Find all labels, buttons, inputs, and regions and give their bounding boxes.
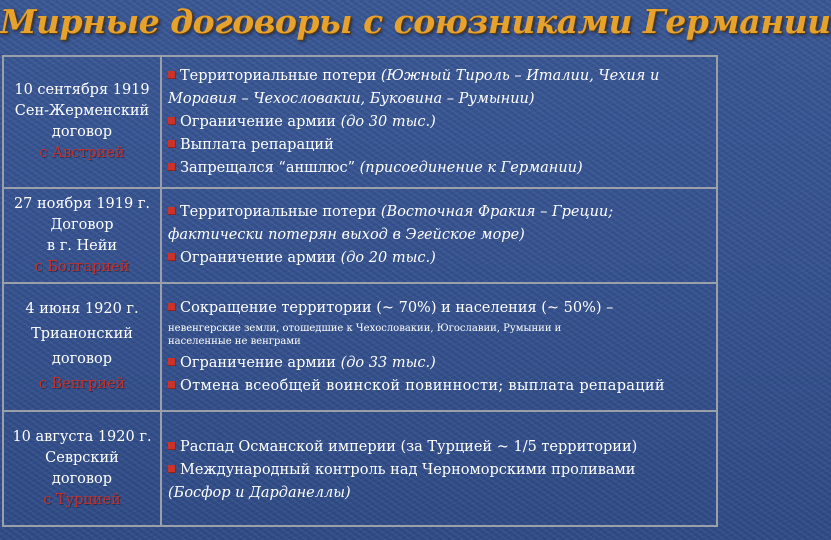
terms-cell xyxy=(161,283,717,411)
treaty-date: 10 августа 1920 г. xyxy=(12,428,152,445)
term-item: Отмена всеобщей воинской повинности; выплата репараций xyxy=(168,375,712,398)
bullet-icon xyxy=(168,381,176,389)
term-item: Распад Османской империи (за Турцией ~ 1/5 территории) xyxy=(168,436,712,459)
bullet-icon xyxy=(168,117,176,125)
table-row xyxy=(3,56,717,188)
treaty-country: с Австрией xyxy=(39,145,125,161)
term-item: Запрещался “аншлюс” (присоединение к Германии) xyxy=(168,157,712,180)
treaty-word: договор xyxy=(51,124,113,140)
term-item: Территориальные потери (Южный Тироль – Италии, Чехия и xyxy=(168,65,712,88)
terms-cell xyxy=(161,56,717,188)
table-row xyxy=(3,411,717,526)
term-item-cont: Моравия – Чехословакии, Буковина – Румынии) xyxy=(168,90,535,107)
treaty-word: договор xyxy=(51,470,113,487)
treaty-name: Севрский xyxy=(45,449,119,466)
treaty-cell xyxy=(3,56,161,188)
bullet-icon xyxy=(168,442,176,450)
treaty-cell xyxy=(3,411,161,526)
table-row xyxy=(3,283,717,411)
term-item: Территориальные потери (Восточная Фракия – Греции; xyxy=(168,201,712,224)
treaty-date: 27 ноября 1919 г. xyxy=(13,195,151,212)
treaty-country: с Венгрией xyxy=(38,376,126,392)
treaty-name: Сен-Жерменский xyxy=(14,103,150,119)
treaty-name: Договор xyxy=(50,216,114,233)
term-item: Международный контроль над Черноморскими проливами xyxy=(168,459,712,482)
bullet-icon xyxy=(168,207,176,215)
bullet-icon xyxy=(168,71,176,79)
treaty-place: в г. Нейи xyxy=(46,237,118,254)
term-item: Сокращение территории (~ 70%) и населения (~ 50%) – xyxy=(168,297,712,320)
treaty-date: 10 сентября 1919 xyxy=(14,82,150,98)
term-item-cont: фактически потерян выход в Эгейское море) xyxy=(168,227,525,243)
terms-cell xyxy=(161,188,717,283)
term-note: невенгерские земли, отошедшие к Чехословакии, Югославии, Румынии и населенные не венграми xyxy=(168,322,562,347)
treaty-date: 4 июня 1920 г. xyxy=(25,301,139,317)
bullet-icon xyxy=(168,465,176,473)
bullet-icon xyxy=(168,358,176,366)
term-item: Ограничение армии (до 30 тыс.) xyxy=(168,111,712,134)
bullet-icon xyxy=(168,163,176,171)
treaty-country: с Турцией xyxy=(43,491,121,508)
term-item: Выплата репараций xyxy=(168,134,712,157)
bullet-icon xyxy=(168,303,176,311)
term-item-cont: (Босфор и Дарданеллы) xyxy=(168,485,351,501)
treaty-country: с Болгарией xyxy=(34,258,130,275)
treaty-name: Трианонский xyxy=(31,326,133,342)
term-item: Ограничение армии (до 20 тыс.) xyxy=(168,247,712,270)
page-title: Мирные договоры с союзниками Германии xyxy=(0,2,831,41)
table-row xyxy=(3,188,717,283)
treaties-table xyxy=(2,55,718,527)
treaty-word: договор xyxy=(51,351,113,367)
terms-cell xyxy=(161,411,717,526)
bullet-icon xyxy=(168,253,176,261)
treaty-cell xyxy=(3,188,161,283)
treaty-cell xyxy=(3,283,161,411)
term-item: Ограничение армии (до 33 тыс.) xyxy=(168,352,712,375)
bullet-icon xyxy=(168,140,176,148)
